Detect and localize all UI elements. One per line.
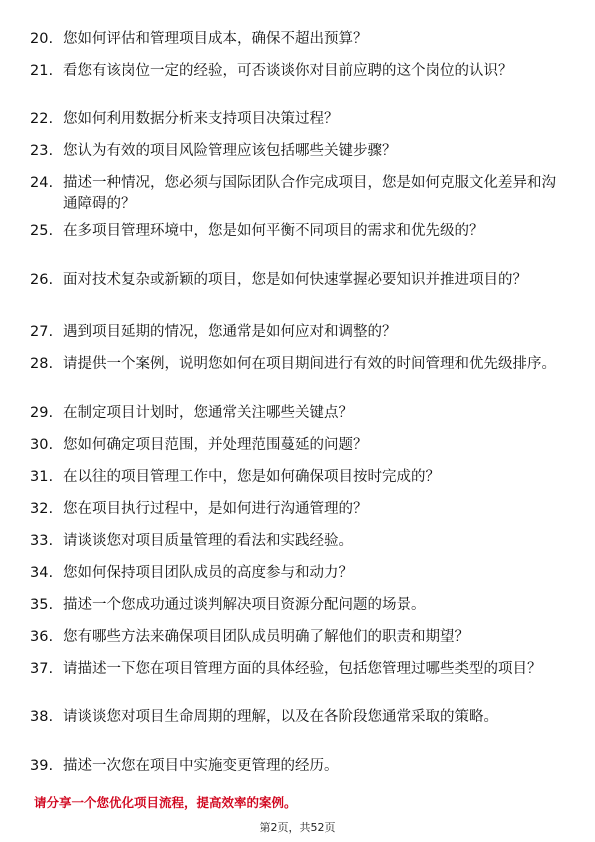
question-text: 您有哪些方法来确保项目团队成员明确了解他们的职责和期望？ [63,629,469,645]
question-number: 24. [30,175,54,191]
question-number: 36. [30,629,54,645]
question-text: 您如何保持项目团队成员的高度参与和动力？ [63,565,353,581]
question-number: 32. [30,501,54,517]
question-text: 请谈谈您对项目质量管理的看法和实践经验。 [63,533,353,549]
question-text: 您认为有效的项目风险管理应该包括哪些关键步骤？ [63,143,397,159]
question-text: 看您有该岗位一定的经验，可否谈谈你对目前应聘的这个岗位的认识？ [63,63,513,79]
highlight-prompt: 请分享一个您优化项目流程，提高效率的案例。 [34,795,297,810]
question-text: 请谈谈您对项目生命周期的理解，以及在各阶段您通常采取的策略。 [63,709,498,725]
question-number: 31. [30,469,54,485]
question-number: 26. [30,272,54,288]
question-text: 您如何利用数据分析来支持项目决策过程？ [63,111,339,127]
question-text: 请描述一下您在项目管理方面的具体经验，包括您管理过哪些类型的项目？ [63,661,542,677]
question-number: 33. [30,533,54,549]
question-number: 30. [30,437,54,453]
question-text: 遇到项目延期的情况，您通常是如何应对和调整的？ [63,324,397,340]
question-text: 描述一次您在项目中实施变更管理的经历。 [63,758,339,774]
question-number: 20. [30,31,54,47]
question-text: 您如何评估和管理项目成本，确保不超出预算？ [63,31,368,47]
question-number: 34. [30,565,54,581]
question-text: 描述一个您成功通过谈判解决项目资源分配问题的场景。 [63,597,426,613]
question-number: 38. [30,709,54,725]
question-number: 35. [30,597,54,613]
question-text: 面对技术复杂或新颖的项目，您是如何快速掌握必要知识并推进项目的？ [63,272,527,288]
question-text: 描述一种情况，您必须与国际团队合作完成项目，您是如何克服文化差异和沟通障碍的？ [63,175,556,212]
question-text: 在制定项目计划时，您通常关注哪些关键点？ [63,405,353,421]
question-number: 28. [30,356,54,372]
question-number: 37. [30,661,54,677]
question-number: 39. [30,758,54,774]
page-footer: 第2页，共52页 [259,821,336,834]
question-number: 22. [30,111,54,127]
question-number: 25. [30,223,54,239]
question-text: 您如何确定项目范围，并处理范围蔓延的问题？ [63,437,368,453]
question-text: 在多项目管理环境中，您是如何平衡不同项目的需求和优先级的？ [63,223,484,239]
question-text: 您在项目执行过程中，是如何进行沟通管理的？ [63,501,368,517]
question-number: 21. [30,63,54,79]
question-number: 23. [30,143,54,159]
question-number: 29. [30,405,54,421]
question-text: 在以往的项目管理工作中，您是如何确保项目按时完成的？ [63,469,440,485]
question-text: 请提供一个案例，说明您如何在项目期间进行有效的时间管理和优先级排序。 [63,356,556,372]
question-number: 27. [30,324,54,340]
